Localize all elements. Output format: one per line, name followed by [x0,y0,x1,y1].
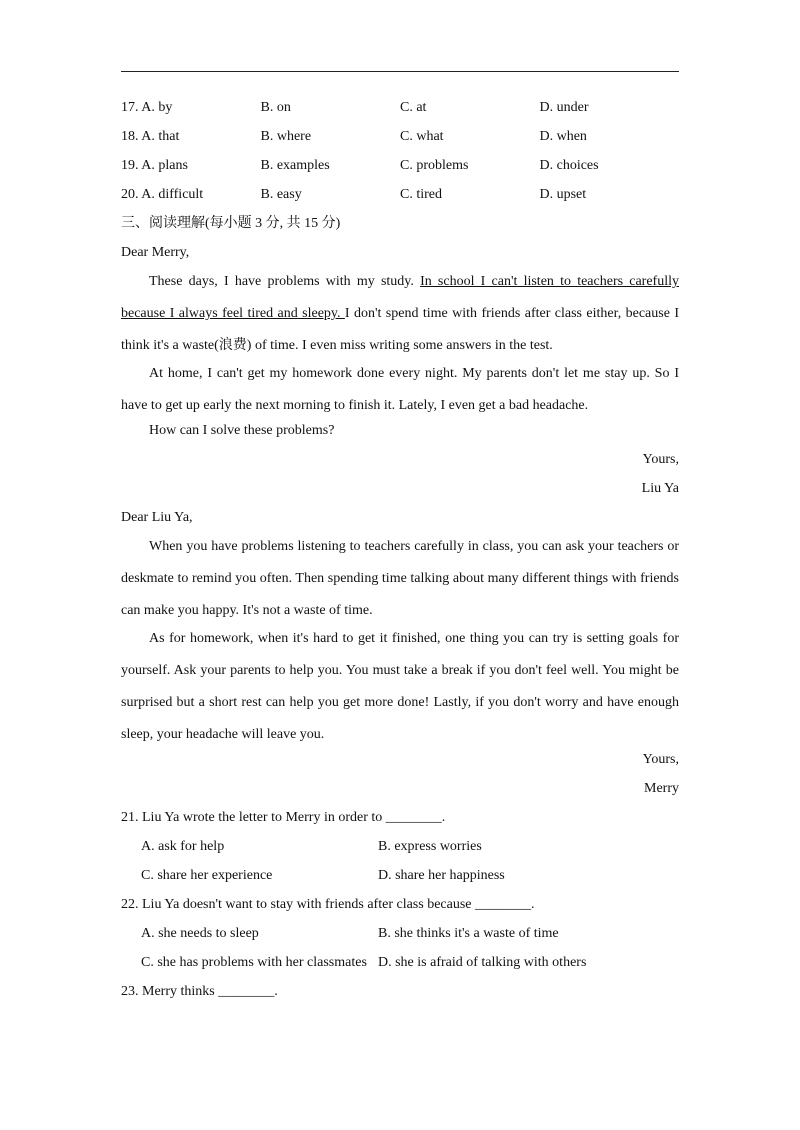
letter1-paragraph-3: How can I solve these problems? [149,423,335,438]
question-22-option-a: A. she needs to sleep [141,926,259,941]
option-row-19 [121,154,679,183]
option-17d: D. under [539,100,589,115]
question-22-option-c: C. she has problems with her classmates [141,955,367,970]
option-19a: 19. A. plans [121,158,188,173]
letter1-paragraph-2: At home, I can't get my homework done every night. My parents don't let me stay up. So I have to get up early the next morning to finish it. Lately, I even get a bad headache. [121,366,679,413]
question-21-option-b: B. express worries [378,839,482,854]
letter1-p1-underlined: In school I can't listen to teachers carefully because I always feel tired and sleepy. [121,274,679,321]
option-18d: D. when [539,129,587,144]
letter1-closing: Yours, [642,452,679,467]
question-22-option-b: B. she thinks it's a waste of time [378,926,559,941]
option-17c: C. at [400,100,427,115]
question-22-option-d: D. she is afraid of talking with others [378,955,587,970]
option-17a: 17. A. by [121,100,173,115]
question-22-options-row-1 [121,922,679,951]
option-19b: B. examples [260,158,330,173]
option-18a: 18. A. that [121,129,180,144]
page-content [121,96,679,1009]
question-23-stem: 23. Merry thinks ________. [121,984,278,999]
question-21-option-c: C. share her experience [141,868,273,883]
option-17b: B. on [260,100,291,115]
question-22-stem: 22. Liu Ya doesn't want to stay with friends after class because ________. [121,897,535,912]
letter2-closing: Yours, [642,752,679,767]
letter1-p1-after: I don't spend time with friends after class either, because I think it's a waste(浪费) of time. I even miss writing some answers in the test. [121,306,680,353]
option-20a: 20. A. difficult [121,187,204,202]
question-21-stem: 21. Liu Ya wrote the letter to Merry in order to ________. [121,810,446,825]
letter1-paragraph-1 [121,266,679,362]
header-rule [121,71,679,72]
letter1-greeting: Dear Merry, [121,245,190,260]
question-21-option-d: D. share her happiness [378,868,505,883]
letter1-signature: Liu Ya [641,481,679,496]
option-row-18 [121,125,679,154]
option-18c: C. what [400,129,444,144]
option-18b: B. where [260,129,312,144]
question-22-options-row-2 [121,951,679,980]
question-21-options-row-2 [121,864,679,893]
question-21-option-a: A. ask for help [141,839,225,854]
letter2-paragraph-2: As for homework, when it's hard to get it finished, one thing you can try is setting goals for yourself. Ask your parents to help you. You must take a break if you don't feel well. You might be surprised but a short rest can help you get more done! Lastly, if you don't worry and have enough sleep, your headache will leave you. [121,631,679,742]
option-19c: C. problems [400,158,469,173]
option-20c: C. tired [400,187,442,202]
option-row-17 [121,96,679,125]
option-20b: B. easy [260,187,302,202]
option-20d: D. upset [539,187,587,202]
letter2-paragraph-1: When you have problems listening to teachers carefully in class, you can ask your teachers or deskmate to remind you often. Then spending time talking about many different things with friends can make you happy. It's not a waste of time. [121,539,679,618]
option-19d: D. choices [539,158,599,173]
option-row-20 [121,183,679,212]
section-title: 三、阅读理解(每小题 3 分, 共 15 分) [121,216,341,231]
letter2-signature: Merry [644,781,679,796]
letter1-p1-before: These days, I have problems with my study. [149,274,421,289]
question-21-options-row-1 [121,835,679,864]
letter2-greeting: Dear Liu Ya, [121,510,193,525]
